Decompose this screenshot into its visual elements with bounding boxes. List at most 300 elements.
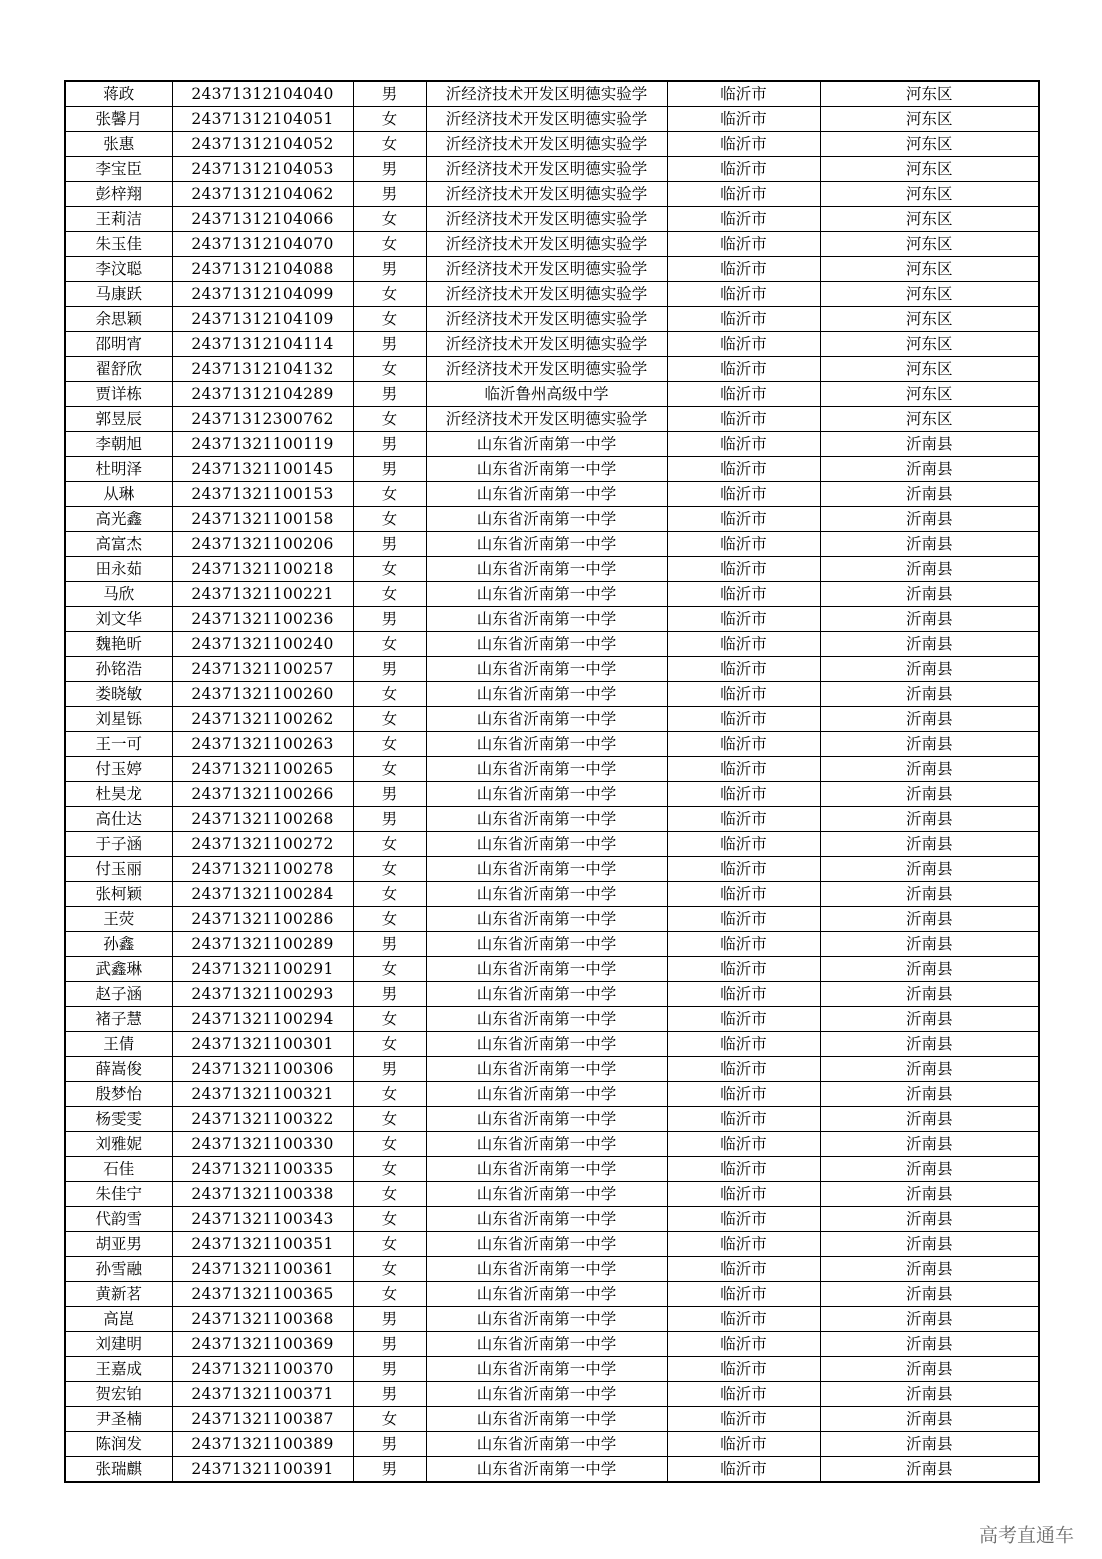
school-cell: 山东省沂南第一中学 <box>426 957 667 982</box>
gender-cell: 女 <box>353 1232 426 1257</box>
county-cell: 沂南县 <box>820 632 1039 657</box>
school-cell: 山东省沂南第一中学 <box>426 857 667 882</box>
school-cell: 山东省沂南第一中学 <box>426 1282 667 1307</box>
student-name-cell: 张瑞麒 <box>65 1457 172 1483</box>
county-cell: 沂南县 <box>820 607 1039 632</box>
exam-number-cell: 24371312104040 <box>172 81 353 107</box>
gender-cell: 女 <box>353 357 426 382</box>
table-row <box>65 682 1039 707</box>
city-cell: 临沂市 <box>667 1457 820 1483</box>
school-cell: 山东省沂南第一中学 <box>426 1082 667 1107</box>
exam-number-cell: 24371321100306 <box>172 1057 353 1082</box>
table-row <box>65 1432 1039 1457</box>
gender-cell: 女 <box>353 907 426 932</box>
student-name-cell: 李汶聪 <box>65 257 172 282</box>
county-cell: 沂南县 <box>820 457 1039 482</box>
exam-number-cell: 24371321100369 <box>172 1332 353 1357</box>
exam-number-cell: 24371321100321 <box>172 1082 353 1107</box>
exam-number-cell: 24371321100371 <box>172 1382 353 1407</box>
student-name-cell: 从琳 <box>65 482 172 507</box>
school-cell: 山东省沂南第一中学 <box>426 757 667 782</box>
exam-number-cell: 24371321100294 <box>172 1007 353 1032</box>
gender-cell: 男 <box>353 432 426 457</box>
gender-cell: 女 <box>353 282 426 307</box>
exam-number-cell: 24371321100361 <box>172 1257 353 1282</box>
gender-cell: 女 <box>353 1257 426 1282</box>
school-cell: 山东省沂南第一中学 <box>426 982 667 1007</box>
exam-number-cell: 24371321100158 <box>172 507 353 532</box>
county-cell: 河东区 <box>820 232 1039 257</box>
county-cell: 沂南县 <box>820 807 1039 832</box>
table-row <box>65 707 1039 732</box>
student-name-cell: 殷梦怡 <box>65 1082 172 1107</box>
city-cell: 临沂市 <box>667 207 820 232</box>
student-name-cell: 李宝臣 <box>65 157 172 182</box>
student-name-cell: 张惠 <box>65 132 172 157</box>
table-row <box>65 1457 1039 1483</box>
student-name-cell: 杨雯雯 <box>65 1107 172 1132</box>
table-row <box>65 1407 1039 1432</box>
student-name-cell: 石佳 <box>65 1157 172 1182</box>
school-cell: 山东省沂南第一中学 <box>426 907 667 932</box>
school-cell: 山东省沂南第一中学 <box>426 507 667 532</box>
table-row <box>65 1032 1039 1057</box>
exam-number-cell: 24371321100119 <box>172 432 353 457</box>
county-cell: 河东区 <box>820 207 1039 232</box>
table-row <box>65 757 1039 782</box>
county-cell: 沂南县 <box>820 532 1039 557</box>
gender-cell: 男 <box>353 257 426 282</box>
exam-number-cell: 24371312104053 <box>172 157 353 182</box>
county-cell: 河东区 <box>820 257 1039 282</box>
county-cell: 沂南县 <box>820 1032 1039 1057</box>
school-cell: 山东省沂南第一中学 <box>426 482 667 507</box>
table-row <box>65 807 1039 832</box>
table-row <box>65 857 1039 882</box>
exam-number-cell: 24371312104114 <box>172 332 353 357</box>
county-cell: 沂南县 <box>820 1407 1039 1432</box>
gender-cell: 女 <box>353 1082 426 1107</box>
city-cell: 临沂市 <box>667 282 820 307</box>
table-row <box>65 1357 1039 1382</box>
student-roster-table <box>64 80 1040 1483</box>
county-cell: 沂南县 <box>820 1232 1039 1257</box>
city-cell: 临沂市 <box>667 1182 820 1207</box>
county-cell: 河东区 <box>820 382 1039 407</box>
city-cell: 临沂市 <box>667 1407 820 1432</box>
gender-cell: 女 <box>353 1407 426 1432</box>
student-name-cell: 张柯颖 <box>65 882 172 907</box>
city-cell: 临沂市 <box>667 607 820 632</box>
student-name-cell: 付玉丽 <box>65 857 172 882</box>
table-row <box>65 1107 1039 1132</box>
school-cell: 山东省沂南第一中学 <box>426 882 667 907</box>
gender-cell: 女 <box>353 307 426 332</box>
gender-cell: 男 <box>353 457 426 482</box>
school-cell: 山东省沂南第一中学 <box>426 782 667 807</box>
exam-number-cell: 24371321100145 <box>172 457 353 482</box>
exam-number-cell: 24371312300762 <box>172 407 353 432</box>
school-cell: 沂经济技术开发区明德实验学 <box>426 182 667 207</box>
gender-cell: 男 <box>353 182 426 207</box>
table-row <box>65 1382 1039 1407</box>
school-cell: 沂经济技术开发区明德实验学 <box>426 307 667 332</box>
county-cell: 沂南县 <box>820 1057 1039 1082</box>
county-cell: 沂南县 <box>820 657 1039 682</box>
school-cell: 山东省沂南第一中学 <box>426 457 667 482</box>
city-cell: 临沂市 <box>667 81 820 107</box>
watermark: 高考直通车 <box>978 1524 1074 1547</box>
gender-cell: 女 <box>353 757 426 782</box>
school-cell: 山东省沂南第一中学 <box>426 532 667 557</box>
city-cell: 临沂市 <box>667 1332 820 1357</box>
school-cell: 沂经济技术开发区明德实验学 <box>426 232 667 257</box>
exam-number-cell: 24371312104289 <box>172 382 353 407</box>
gender-cell: 女 <box>353 1157 426 1182</box>
table-row <box>65 1082 1039 1107</box>
city-cell: 临沂市 <box>667 857 820 882</box>
student-name-cell: 武鑫琳 <box>65 957 172 982</box>
school-cell: 山东省沂南第一中学 <box>426 1132 667 1157</box>
school-cell: 山东省沂南第一中学 <box>426 632 667 657</box>
student-name-cell: 马欣 <box>65 582 172 607</box>
gender-cell: 男 <box>353 1307 426 1332</box>
school-cell: 山东省沂南第一中学 <box>426 1057 667 1082</box>
table-row <box>65 182 1039 207</box>
gender-cell: 男 <box>353 382 426 407</box>
gender-cell: 女 <box>353 732 426 757</box>
city-cell: 临沂市 <box>667 432 820 457</box>
school-cell: 临沂鲁州高级中学 <box>426 382 667 407</box>
school-cell: 沂经济技术开发区明德实验学 <box>426 407 667 432</box>
gender-cell: 男 <box>353 532 426 557</box>
gender-cell: 女 <box>353 882 426 907</box>
city-cell: 临沂市 <box>667 832 820 857</box>
gender-cell: 女 <box>353 507 426 532</box>
gender-cell: 男 <box>353 657 426 682</box>
table-row <box>65 307 1039 332</box>
city-cell: 临沂市 <box>667 1107 820 1132</box>
city-cell: 临沂市 <box>667 907 820 932</box>
city-cell: 临沂市 <box>667 1132 820 1157</box>
student-name-cell: 王荧 <box>65 907 172 932</box>
table-row <box>65 482 1039 507</box>
table-row <box>65 332 1039 357</box>
table-row <box>65 1007 1039 1032</box>
student-name-cell: 黄新茗 <box>65 1282 172 1307</box>
school-cell: 沂经济技术开发区明德实验学 <box>426 107 667 132</box>
exam-number-cell: 24371312104109 <box>172 307 353 332</box>
exam-number-cell: 24371321100338 <box>172 1182 353 1207</box>
student-name-cell: 娄晓敏 <box>65 682 172 707</box>
city-cell: 临沂市 <box>667 382 820 407</box>
county-cell: 沂南县 <box>820 1132 1039 1157</box>
school-cell: 山东省沂南第一中学 <box>426 1382 667 1407</box>
city-cell: 临沂市 <box>667 532 820 557</box>
city-cell: 临沂市 <box>667 757 820 782</box>
gender-cell: 女 <box>353 857 426 882</box>
gender-cell: 男 <box>353 807 426 832</box>
table-row <box>65 1057 1039 1082</box>
city-cell: 临沂市 <box>667 807 820 832</box>
student-name-cell: 王一可 <box>65 732 172 757</box>
school-cell: 沂经济技术开发区明德实验学 <box>426 157 667 182</box>
city-cell: 临沂市 <box>667 1357 820 1382</box>
exam-number-cell: 24371312104066 <box>172 207 353 232</box>
student-name-cell: 田永茹 <box>65 557 172 582</box>
city-cell: 临沂市 <box>667 407 820 432</box>
gender-cell: 男 <box>353 607 426 632</box>
exam-number-cell: 24371321100265 <box>172 757 353 782</box>
county-cell: 沂南县 <box>820 857 1039 882</box>
exam-number-cell: 24371321100263 <box>172 732 353 757</box>
city-cell: 临沂市 <box>667 257 820 282</box>
table-row <box>65 282 1039 307</box>
exam-number-cell: 24371321100365 <box>172 1282 353 1307</box>
table-row <box>65 107 1039 132</box>
county-cell: 河东区 <box>820 182 1039 207</box>
county-cell: 河东区 <box>820 407 1039 432</box>
student-name-cell: 于子涵 <box>65 832 172 857</box>
gender-cell: 女 <box>353 707 426 732</box>
city-cell: 临沂市 <box>667 1057 820 1082</box>
exam-number-cell: 24371321100268 <box>172 807 353 832</box>
county-cell: 沂南县 <box>820 557 1039 582</box>
exam-number-cell: 24371321100236 <box>172 607 353 632</box>
school-cell: 山东省沂南第一中学 <box>426 732 667 757</box>
city-cell: 临沂市 <box>667 132 820 157</box>
table-row <box>65 1207 1039 1232</box>
county-cell: 沂南县 <box>820 682 1039 707</box>
city-cell: 临沂市 <box>667 707 820 732</box>
table-row <box>65 407 1039 432</box>
county-cell: 沂南县 <box>820 1332 1039 1357</box>
city-cell: 临沂市 <box>667 932 820 957</box>
table-row <box>65 457 1039 482</box>
county-cell: 沂南县 <box>820 1007 1039 1032</box>
city-cell: 临沂市 <box>667 1257 820 1282</box>
table-row <box>65 232 1039 257</box>
exam-number-cell: 24371321100351 <box>172 1232 353 1257</box>
student-name-cell: 王莉洁 <box>65 207 172 232</box>
exam-number-cell: 24371321100257 <box>172 657 353 682</box>
gender-cell: 女 <box>353 107 426 132</box>
table-row <box>65 582 1039 607</box>
student-name-cell: 蒋政 <box>65 81 172 107</box>
county-cell: 河东区 <box>820 307 1039 332</box>
county-cell: 沂南县 <box>820 1207 1039 1232</box>
gender-cell: 男 <box>353 1332 426 1357</box>
school-cell: 山东省沂南第一中学 <box>426 1032 667 1057</box>
student-name-cell: 刘星铄 <box>65 707 172 732</box>
exam-number-cell: 24371321100391 <box>172 1457 353 1483</box>
county-cell: 河东区 <box>820 107 1039 132</box>
city-cell: 临沂市 <box>667 232 820 257</box>
city-cell: 临沂市 <box>667 1432 820 1457</box>
student-name-cell: 魏艳昕 <box>65 632 172 657</box>
county-cell: 河东区 <box>820 81 1039 107</box>
county-cell: 沂南县 <box>820 732 1039 757</box>
gender-cell: 女 <box>353 832 426 857</box>
table-row <box>65 607 1039 632</box>
city-cell: 临沂市 <box>667 457 820 482</box>
exam-number-cell: 24371321100260 <box>172 682 353 707</box>
student-name-cell: 刘雅妮 <box>65 1132 172 1157</box>
gender-cell: 女 <box>353 207 426 232</box>
gender-cell: 女 <box>353 1182 426 1207</box>
gender-cell: 女 <box>353 682 426 707</box>
gender-cell: 男 <box>353 932 426 957</box>
exam-number-cell: 24371321100284 <box>172 882 353 907</box>
table-row <box>65 557 1039 582</box>
student-name-cell: 邵明宵 <box>65 332 172 357</box>
county-cell: 沂南县 <box>820 1257 1039 1282</box>
city-cell: 临沂市 <box>667 157 820 182</box>
gender-cell: 男 <box>353 157 426 182</box>
exam-number-cell: 24371321100266 <box>172 782 353 807</box>
table-row <box>65 932 1039 957</box>
table-row <box>65 1232 1039 1257</box>
county-cell: 沂南县 <box>820 832 1039 857</box>
gender-cell: 女 <box>353 132 426 157</box>
exam-number-cell: 24371312104070 <box>172 232 353 257</box>
table-row <box>65 1307 1039 1332</box>
table-row <box>65 1182 1039 1207</box>
student-name-cell: 贺宏铂 <box>65 1382 172 1407</box>
student-name-cell: 张馨月 <box>65 107 172 132</box>
student-name-cell: 尹圣楠 <box>65 1407 172 1432</box>
city-cell: 临沂市 <box>667 582 820 607</box>
city-cell: 临沂市 <box>667 657 820 682</box>
city-cell: 临沂市 <box>667 182 820 207</box>
city-cell: 临沂市 <box>667 507 820 532</box>
county-cell: 河东区 <box>820 157 1039 182</box>
school-cell: 山东省沂南第一中学 <box>426 1232 667 1257</box>
exam-number-cell: 24371321100330 <box>172 1132 353 1157</box>
school-cell: 山东省沂南第一中学 <box>426 432 667 457</box>
student-name-cell: 胡亚男 <box>65 1232 172 1257</box>
table-row <box>65 157 1039 182</box>
city-cell: 临沂市 <box>667 957 820 982</box>
city-cell: 临沂市 <box>667 982 820 1007</box>
exam-number-cell: 24371312104099 <box>172 282 353 307</box>
school-cell: 山东省沂南第一中学 <box>426 1332 667 1357</box>
county-cell: 河东区 <box>820 332 1039 357</box>
county-cell: 沂南县 <box>820 707 1039 732</box>
gender-cell: 女 <box>353 1107 426 1132</box>
county-cell: 沂南县 <box>820 1457 1039 1483</box>
table-row <box>65 357 1039 382</box>
city-cell: 临沂市 <box>667 1157 820 1182</box>
student-name-cell: 朱佳宁 <box>65 1182 172 1207</box>
school-cell: 山东省沂南第一中学 <box>426 1182 667 1207</box>
school-cell: 山东省沂南第一中学 <box>426 1432 667 1457</box>
city-cell: 临沂市 <box>667 1207 820 1232</box>
table-row <box>65 507 1039 532</box>
school-cell: 山东省沂南第一中学 <box>426 607 667 632</box>
gender-cell: 男 <box>353 982 426 1007</box>
school-cell: 山东省沂南第一中学 <box>426 582 667 607</box>
county-cell: 沂南县 <box>820 882 1039 907</box>
city-cell: 临沂市 <box>667 1007 820 1032</box>
student-name-cell: 李朝旭 <box>65 432 172 457</box>
county-cell: 河东区 <box>820 357 1039 382</box>
city-cell: 临沂市 <box>667 1382 820 1407</box>
student-name-cell: 薛嵩俊 <box>65 1057 172 1082</box>
school-cell: 沂经济技术开发区明德实验学 <box>426 357 667 382</box>
school-cell: 沂经济技术开发区明德实验学 <box>426 257 667 282</box>
county-cell: 沂南县 <box>820 432 1039 457</box>
table-row <box>65 257 1039 282</box>
gender-cell: 女 <box>353 232 426 257</box>
table-row <box>65 1257 1039 1282</box>
exam-number-cell: 24371321100218 <box>172 557 353 582</box>
city-cell: 临沂市 <box>667 1032 820 1057</box>
exam-number-cell: 24371321100289 <box>172 932 353 957</box>
table-row <box>65 732 1039 757</box>
school-cell: 山东省沂南第一中学 <box>426 1457 667 1483</box>
table-row <box>65 982 1039 1007</box>
city-cell: 临沂市 <box>667 1232 820 1257</box>
student-name-cell: 彭梓翔 <box>65 182 172 207</box>
school-cell: 山东省沂南第一中学 <box>426 1407 667 1432</box>
school-cell: 山东省沂南第一中学 <box>426 807 667 832</box>
city-cell: 临沂市 <box>667 732 820 757</box>
gender-cell: 男 <box>353 332 426 357</box>
county-cell: 沂南县 <box>820 507 1039 532</box>
county-cell: 沂南县 <box>820 1307 1039 1332</box>
gender-cell: 女 <box>353 1007 426 1032</box>
exam-number-cell: 24371321100206 <box>172 532 353 557</box>
exam-number-cell: 24371321100301 <box>172 1032 353 1057</box>
county-cell: 河东区 <box>820 282 1039 307</box>
city-cell: 临沂市 <box>667 1282 820 1307</box>
city-cell: 临沂市 <box>667 557 820 582</box>
city-cell: 临沂市 <box>667 682 820 707</box>
exam-number-cell: 24371321100262 <box>172 707 353 732</box>
county-cell: 沂南县 <box>820 932 1039 957</box>
exam-number-cell: 24371321100343 <box>172 1207 353 1232</box>
table-row <box>65 81 1039 107</box>
exam-number-cell: 24371321100278 <box>172 857 353 882</box>
student-name-cell: 高崑 <box>65 1307 172 1332</box>
exam-number-cell: 24371321100293 <box>172 982 353 1007</box>
student-name-cell: 孙雪融 <box>65 1257 172 1282</box>
exam-number-cell: 24371312104052 <box>172 132 353 157</box>
table-row <box>65 657 1039 682</box>
gender-cell: 男 <box>353 1357 426 1382</box>
exam-number-cell: 24371312104062 <box>172 182 353 207</box>
table-row <box>65 1157 1039 1182</box>
school-cell: 山东省沂南第一中学 <box>426 1157 667 1182</box>
city-cell: 临沂市 <box>667 332 820 357</box>
school-cell: 山东省沂南第一中学 <box>426 682 667 707</box>
student-name-cell: 高富杰 <box>65 532 172 557</box>
roster-body <box>65 81 1039 1482</box>
student-name-cell: 王嘉成 <box>65 1357 172 1382</box>
exam-number-cell: 24371321100389 <box>172 1432 353 1457</box>
county-cell: 沂南县 <box>820 1082 1039 1107</box>
student-name-cell: 朱玉佳 <box>65 232 172 257</box>
gender-cell: 男 <box>353 1382 426 1407</box>
county-cell: 沂南县 <box>820 1432 1039 1457</box>
gender-cell: 男 <box>353 1432 426 1457</box>
school-cell: 山东省沂南第一中学 <box>426 1307 667 1332</box>
school-cell: 山东省沂南第一中学 <box>426 1207 667 1232</box>
exam-number-cell: 24371312104051 <box>172 107 353 132</box>
county-cell: 河东区 <box>820 132 1039 157</box>
student-name-cell: 刘文华 <box>65 607 172 632</box>
